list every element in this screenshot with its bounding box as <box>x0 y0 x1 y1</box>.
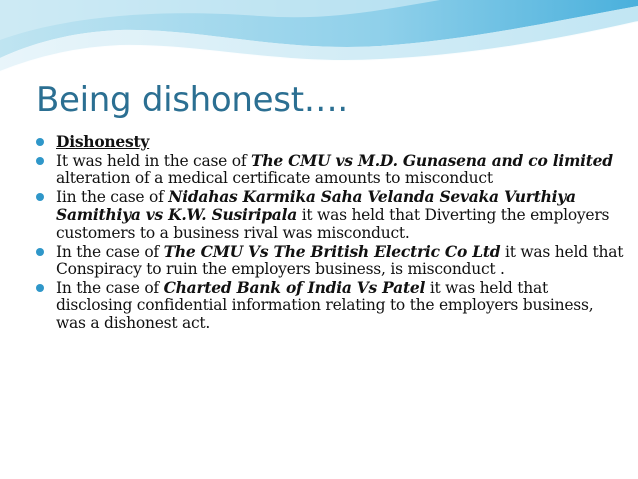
bullet-list <box>34 133 624 333</box>
slide-title: Being dishonest…. <box>36 80 348 120</box>
bullet-item-case-susiripala <box>34 188 624 243</box>
bullet-item-case-british-electric <box>34 243 624 279</box>
bullet-lead-text: In the case of <box>56 278 164 297</box>
bullet-lead-text: It was held in the case of <box>56 151 252 170</box>
bullet-item-case-patel <box>34 279 624 333</box>
bullet-item-case-gunasena <box>34 152 624 188</box>
header-wave-decoration <box>0 0 638 80</box>
bullet-item-dishonesty <box>34 133 624 152</box>
bullet-lead-text: In the case of <box>56 242 164 261</box>
bullet-lead-text: Iin the case of <box>56 187 169 206</box>
bullet-text: it was held that Diverting the employers customers to a business rival was misconduct. <box>56 206 610 242</box>
bullet-dot-icon <box>36 157 44 165</box>
bullet-dot-icon <box>36 248 44 256</box>
bullet-text: alteration of a medical certificate amounts to misconduct <box>56 169 493 188</box>
bullet-dot-icon <box>36 138 44 146</box>
bullet-dot-icon <box>36 193 44 201</box>
case-name: The CMU vs M.D. Gunasena and co limited <box>251 150 613 170</box>
case-name: The CMU Vs The British Electric Co Ltd <box>163 241 501 261</box>
bullet-text: it was held that Conspiracy to ruin the employers business, is misconduct . <box>56 242 624 279</box>
case-name: Charted Bank of India Vs Patel <box>163 277 426 297</box>
case-name: Nidahas Karmika Saha Velanda Sevaka Vurthiya Samithiya vs K.W. Susiripala <box>56 186 576 225</box>
bullet-heading: Dishonesty <box>56 132 150 151</box>
bullet-dot-icon <box>36 284 44 292</box>
bullet-text: it was held that disclosing confidential information relating to the employers business, was a dishonest act. <box>56 278 594 332</box>
